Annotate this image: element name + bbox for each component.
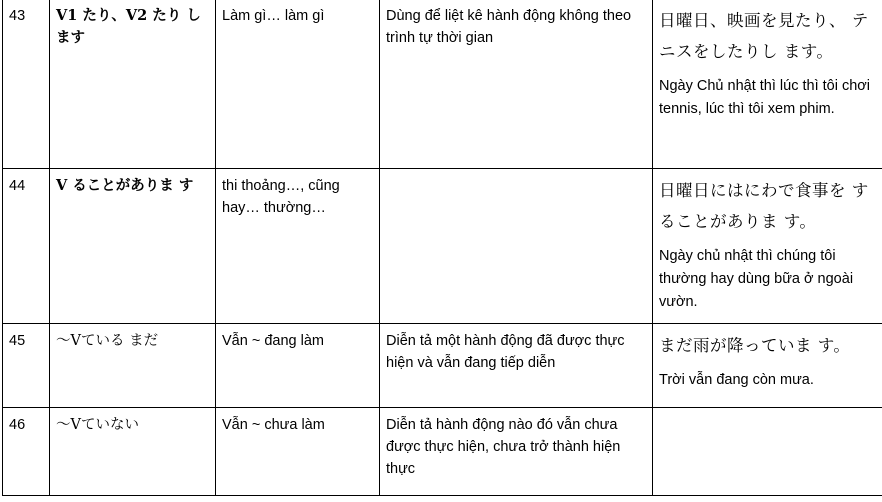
example-cell	[653, 408, 882, 496]
row-number-cell: 43	[3, 0, 50, 169]
grammar-pattern-cell	[50, 0, 216, 169]
meaning-cell: Vẫn ~ đang làm	[216, 324, 380, 408]
grammar-pattern: ～Vている まだ	[56, 333, 159, 349]
example-japanese: まだ雨が降っていま す。	[659, 336, 851, 355]
example-vietnamese: Ngày Chủ nhật thì lúc thì tôi chơi tennis, lúc thì tôi xem phim.	[659, 78, 871, 117]
row-number-cell: 44	[3, 169, 50, 324]
example-vietnamese: Trời vẫn đang còn mưa.	[659, 372, 814, 388]
table-row	[3, 0, 882, 169]
example-vietnamese: Ngày chủ nhật thì chúng tôi thường hay dùng bữa ở ngoài vườn.	[659, 248, 854, 310]
usage-cell	[380, 169, 653, 324]
grammar-pattern-cell	[50, 169, 216, 324]
grammar-pattern: ～Vていない	[56, 417, 139, 433]
meaning-cell: Làm gì… làm gì	[216, 0, 380, 169]
grammar-pattern: V1 たり、V2 たり します	[56, 7, 201, 46]
meaning-cell: Vẫn ~ chưa làm	[216, 408, 380, 496]
usage-cell: Diễn tả hành động nào đó vẫn chưa được thực hiện, chưa trở thành hiện thực	[380, 408, 653, 496]
example-cell	[653, 0, 882, 169]
table-row	[3, 169, 882, 324]
example-cell	[653, 324, 882, 408]
grammar-pattern-cell	[50, 408, 216, 496]
grammar-pattern: V ることがありま す	[56, 177, 194, 194]
grammar-pattern-cell	[50, 324, 216, 408]
example-cell	[653, 169, 882, 324]
table-row	[3, 408, 882, 496]
example-japanese: 日曜日、映画を見たり、 テニスをしたりし ます。	[659, 11, 869, 61]
grammar-table	[2, 0, 882, 496]
row-number-cell: 46	[3, 408, 50, 496]
row-number-cell: 45	[3, 324, 50, 408]
table-row	[3, 324, 882, 408]
usage-cell: Diễn tả một hành động đã được thực hiện và vẫn đang tiếp diễn	[380, 324, 653, 408]
usage-cell: Dùng để liệt kê hành động không theo trình tự thời gian	[380, 0, 653, 169]
example-japanese: 日曜日にはにわで食事を することがありま す。	[659, 181, 869, 231]
meaning-cell: thi thoảng…, cũng hay… thường…	[216, 169, 380, 324]
